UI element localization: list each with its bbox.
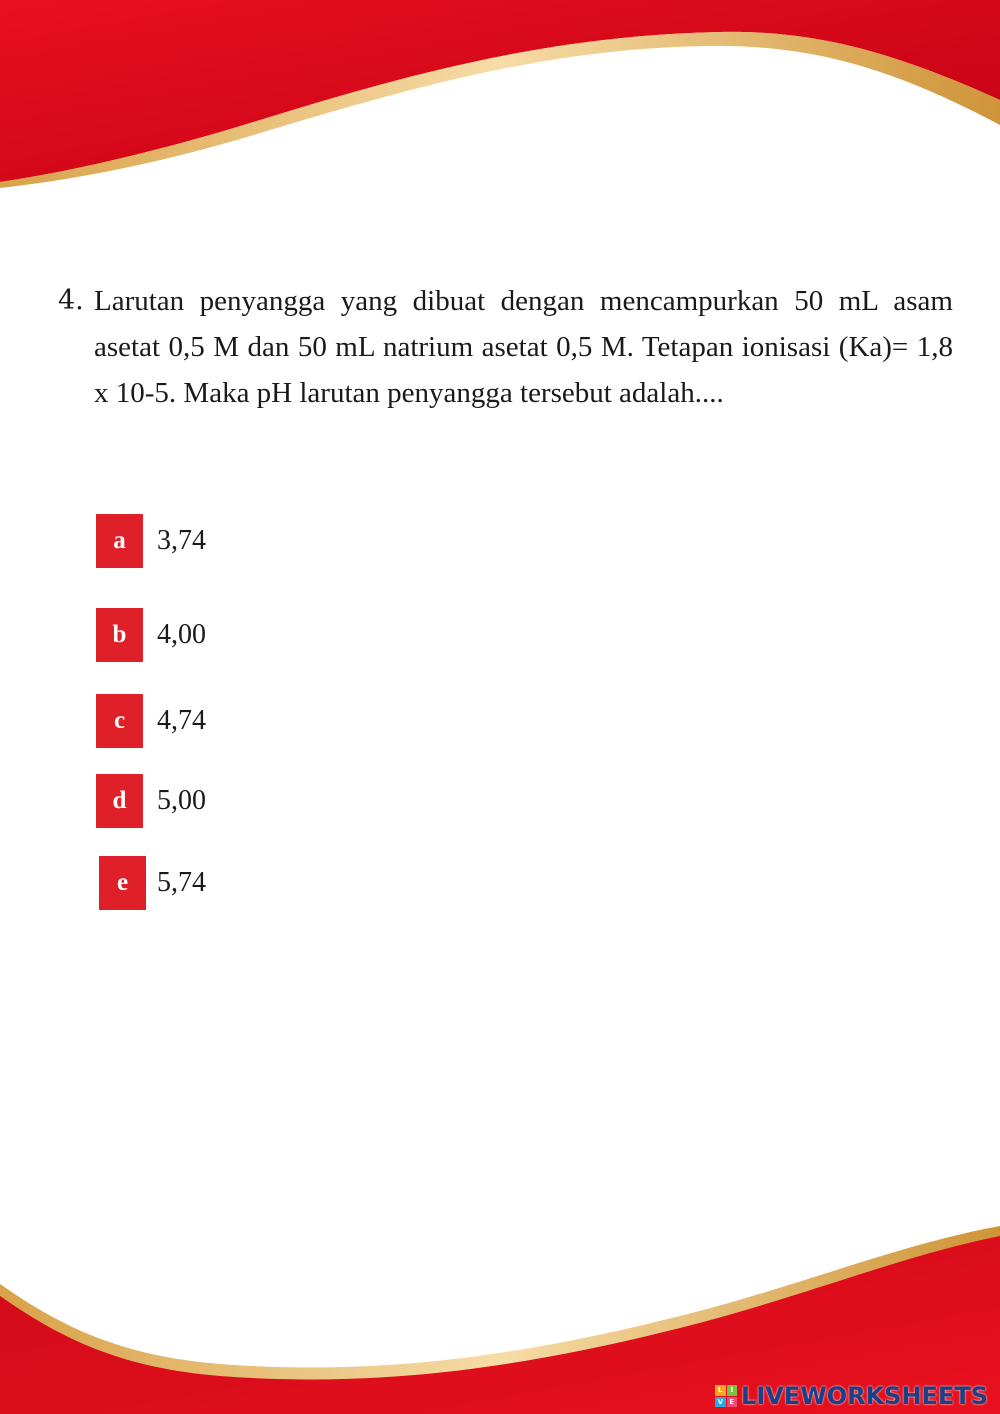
option-a[interactable] [96, 514, 206, 568]
question-text: Larutan penyangga yang dibuat dengan mencampurkan 50 mL asam asetat 0,5 M dan 50 mL natrium asetat 0,5 M. Tetapan ionisasi (Ka)= 1,8 x 10-5. Maka pH larutan penyangga tersebut adalah.... [94, 285, 953, 409]
option-letter-badge[interactable]: c [96, 694, 143, 748]
option-d[interactable] [96, 774, 206, 828]
option-value: 5,74 [157, 867, 206, 898]
option-letter-badge[interactable]: b [96, 608, 143, 662]
option-value: 3,74 [157, 525, 206, 556]
option-b[interactable] [96, 608, 206, 662]
question-block [58, 278, 953, 416]
option-letter-badge[interactable]: a [96, 514, 143, 568]
logo-letter: I [727, 1385, 738, 1396]
liveworksheets-watermark [715, 1382, 988, 1410]
logo-letter: L [715, 1385, 726, 1396]
option-letter-badge[interactable]: e [99, 856, 146, 910]
option-value: 4,74 [157, 705, 206, 736]
question-number: 4. [58, 285, 84, 316]
option-value: 4,00 [157, 619, 206, 650]
liveworksheets-brand-text: LIVEWORKSHEETS [741, 1382, 988, 1410]
liveworksheets-logo-icon [715, 1385, 737, 1407]
logo-letter: E [727, 1397, 738, 1408]
option-letter-badge[interactable]: d [96, 774, 143, 828]
option-e[interactable] [99, 856, 206, 910]
option-value: 5,00 [157, 785, 206, 816]
logo-letter: V [715, 1397, 726, 1408]
option-c[interactable] [96, 694, 206, 748]
top-wave-decoration [0, 0, 1000, 200]
